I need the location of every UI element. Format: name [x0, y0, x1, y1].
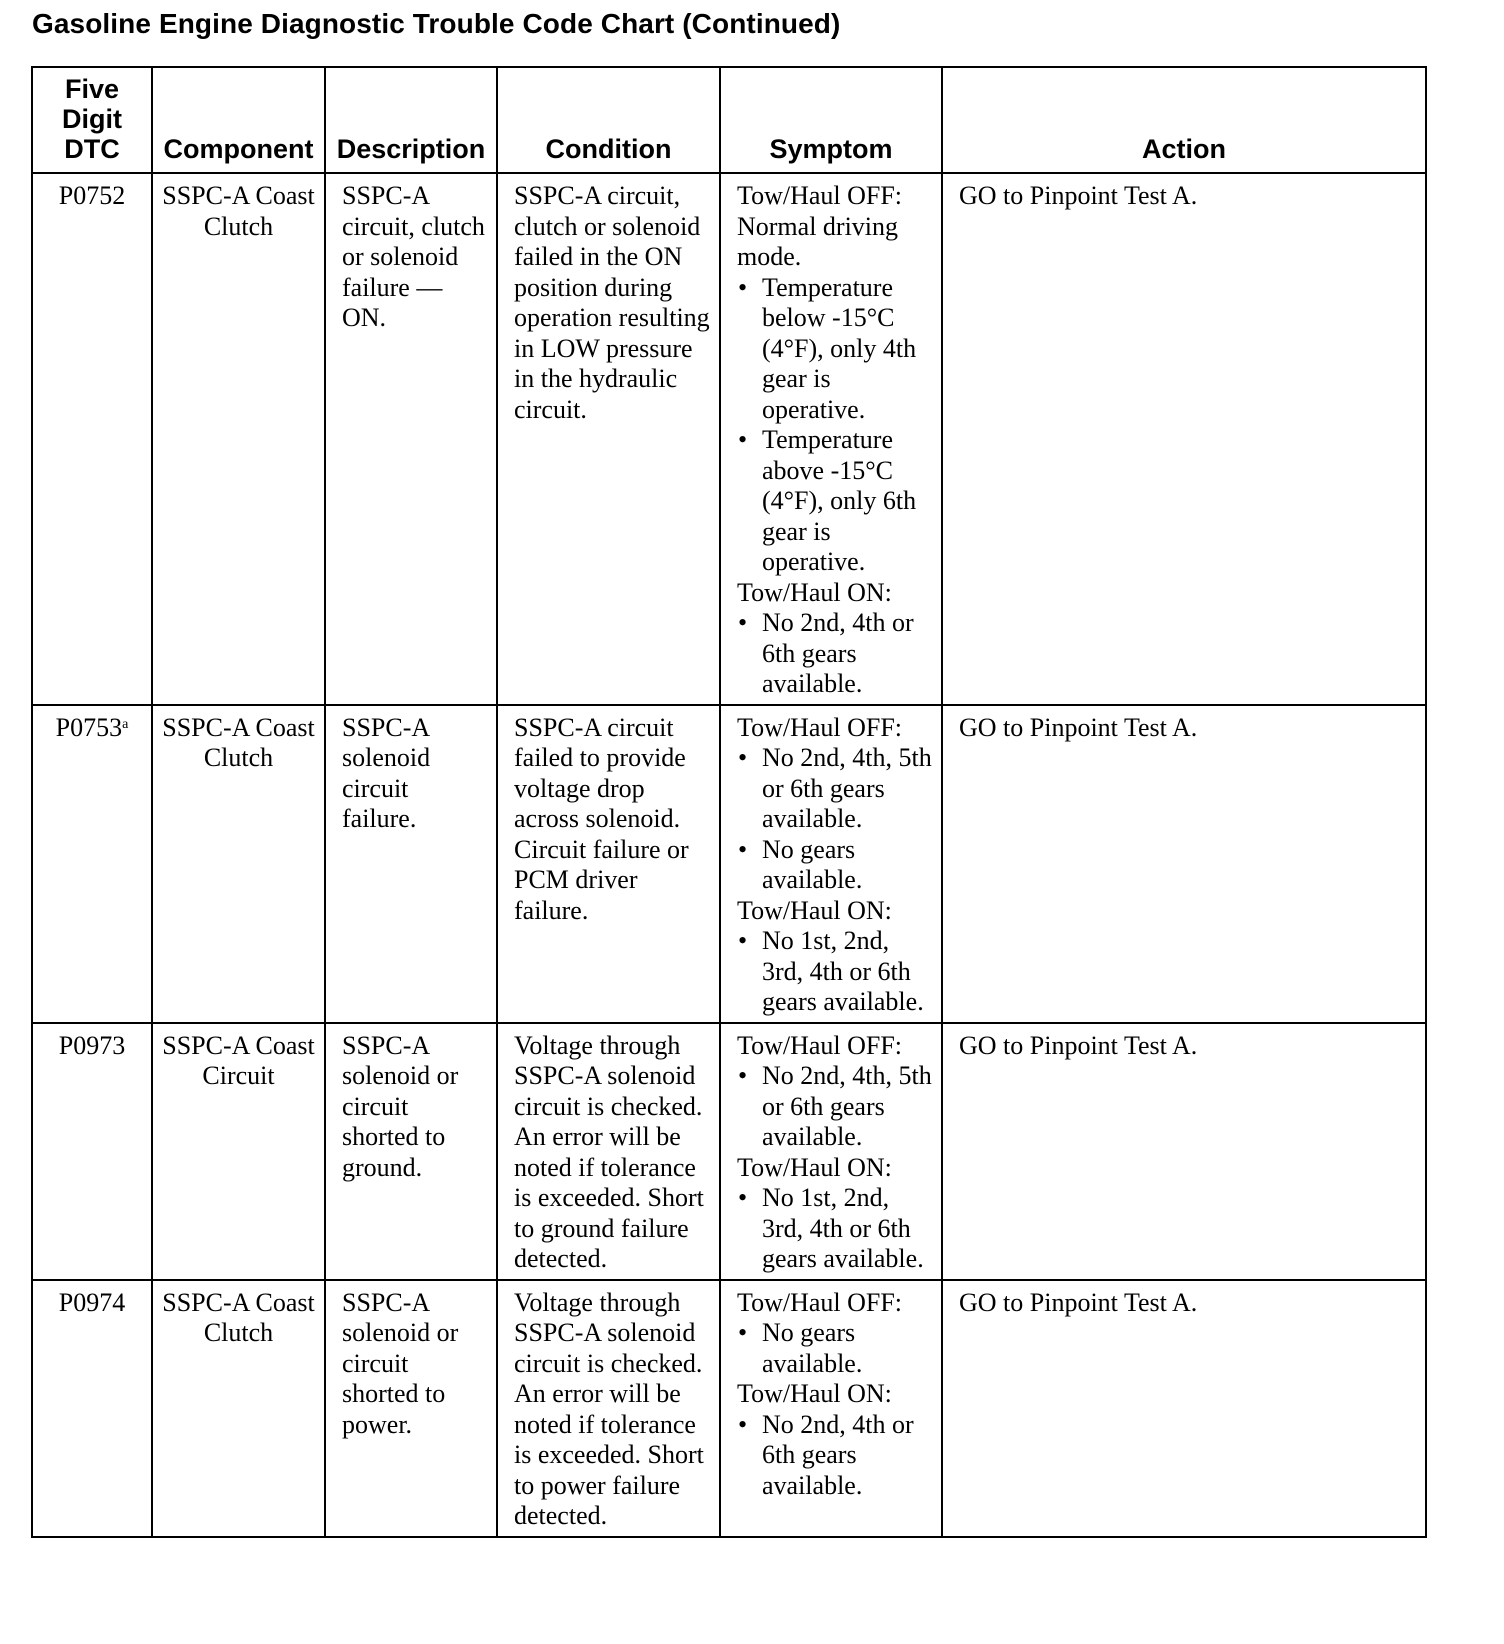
- dtc-code-cell: [32, 173, 152, 705]
- symptom-text: Tow/Haul OFF:: [737, 1287, 903, 1317]
- symptom-text: Tow/Haul ON:: [737, 577, 892, 607]
- symptom-bullet: • No 2nd, 4th or 6th gears available.: [737, 608, 933, 700]
- description-cell: SSPC-A solenoid or circuit shorted to power.: [325, 1280, 497, 1537]
- symptom-cell: [720, 705, 942, 1023]
- symptom-bullet: • No 1st, 2nd, 3rd, 4th or 6th gears available.: [737, 1183, 933, 1275]
- header-five-digit-dtc: Five Digit DTC: [32, 67, 152, 173]
- description-cell: SSPC-A solenoid circuit failure.: [325, 705, 497, 1023]
- condition-cell: SSPC-A circuit, clutch or solenoid failed in the ON position during operation resulting in LOW pressure in the hydraulic circuit.: [497, 173, 720, 705]
- symptom-bullet: • No 1st, 2nd, 3rd, 4th or 6th gears available.: [737, 926, 933, 1018]
- description-cell: SSPC-A circuit, clutch or solenoid failure — ON.: [325, 173, 497, 705]
- table-row: [32, 1023, 1426, 1280]
- dtc-code: P0752: [58, 181, 126, 210]
- symptom-bullet-list: [737, 1061, 933, 1153]
- page-title: Gasoline Engine Diagnostic Trouble Code Chart (Continued): [32, 8, 841, 39]
- header-symptom: Symptom: [720, 67, 942, 173]
- action-cell: GO to Pinpoint Test A.: [942, 1280, 1426, 1537]
- dtc-code-cell: [32, 705, 152, 1023]
- dtc-code: P0973: [58, 1030, 126, 1060]
- action-cell: GO to Pinpoint Test A.: [942, 705, 1426, 1023]
- symptom-bullet: • No gears available.: [737, 835, 933, 896]
- symptom-cell: [720, 1280, 942, 1537]
- symptom-bullet-list: [737, 608, 933, 700]
- condition-cell: Voltage through SSPC-A solenoid circuit is checked. An error will be noted if tolerance is exceeded. Short to ground failure detected.: [497, 1023, 720, 1280]
- dtc-code-cell: [32, 1023, 152, 1280]
- header-description: Description: [325, 67, 497, 173]
- symptom-bullet: • No 2nd, 4th, 5th or 6th gears available.: [737, 1061, 933, 1153]
- symptom-text: Tow/Haul OFF:: [737, 712, 903, 742]
- symptom-bullet: • Temperature below -15°C (4°F), only 4th gear is operative.: [737, 273, 933, 426]
- component-cell: SSPC-A Coast Clutch: [152, 705, 325, 1023]
- symptom-bullet-list: [737, 926, 933, 1018]
- symptom-bullet-list: [737, 743, 933, 896]
- action-cell: GO to Pinpoint Test A.: [942, 1023, 1426, 1280]
- symptom-text: Tow/Haul ON:: [737, 1152, 892, 1182]
- action-cell: GO to Pinpoint Test A.: [942, 173, 1426, 705]
- table-header-row: [32, 67, 1426, 173]
- symptom-bullet-list: [737, 273, 933, 578]
- description-cell: SSPC-A solenoid or circuit shorted to ground.: [325, 1023, 497, 1280]
- symptom-bullet: • No 2nd, 4th or 6th gears available.: [737, 1410, 933, 1502]
- table-row: [32, 705, 1426, 1023]
- symptom-text: Tow/Haul OFF: Normal driving mode.: [737, 181, 903, 271]
- symptom-cell: [720, 173, 942, 705]
- symptom-text: Tow/Haul OFF:: [737, 1030, 903, 1060]
- symptom-bullet-list: [737, 1183, 933, 1275]
- symptom-bullet: • No gears available.: [737, 1318, 933, 1379]
- symptom-text: Tow/Haul ON:: [737, 1379, 892, 1408]
- component-cell: SSPC-A Coast Circuit: [152, 1023, 325, 1280]
- symptom-bullet: • Temperature above -15°C (4°F), only 6th gear is operative.: [737, 425, 933, 578]
- dtc-table: [31, 66, 1427, 1538]
- condition-cell: SSPC-A circuit failed to provide voltage drop across solenoid. Circuit failure or PCM driver failure.: [497, 705, 720, 1023]
- header-condition: Condition: [497, 67, 720, 173]
- header-component: Component: [152, 67, 325, 173]
- dtc-code: P0974: [58, 1287, 126, 1317]
- condition-cell: Voltage through SSPC-A solenoid circuit is checked. An error will be noted if tolerance is exceeded. Short to power failure detected.: [497, 1280, 720, 1537]
- header-action: Action: [942, 67, 1426, 173]
- symptom-bullet-list: [737, 1410, 933, 1502]
- dtc-code-cell: [32, 1280, 152, 1537]
- component-cell: SSPC-A Coast Clutch: [152, 173, 325, 705]
- component-cell: SSPC-A Coast Clutch: [152, 1280, 325, 1537]
- footnote-marker: a: [122, 716, 129, 732]
- symptom-text: Tow/Haul ON:: [737, 895, 892, 925]
- table-row: [32, 173, 1426, 705]
- symptom-bullet-list: [737, 1318, 933, 1379]
- symptom-cell: [720, 1023, 942, 1280]
- table-body: [32, 173, 1426, 1537]
- table-row: [32, 1280, 1426, 1537]
- dtc-code: P0753: [55, 712, 123, 742]
- symptom-bullet: • No 2nd, 4th, 5th or 6th gears available.: [737, 743, 933, 835]
